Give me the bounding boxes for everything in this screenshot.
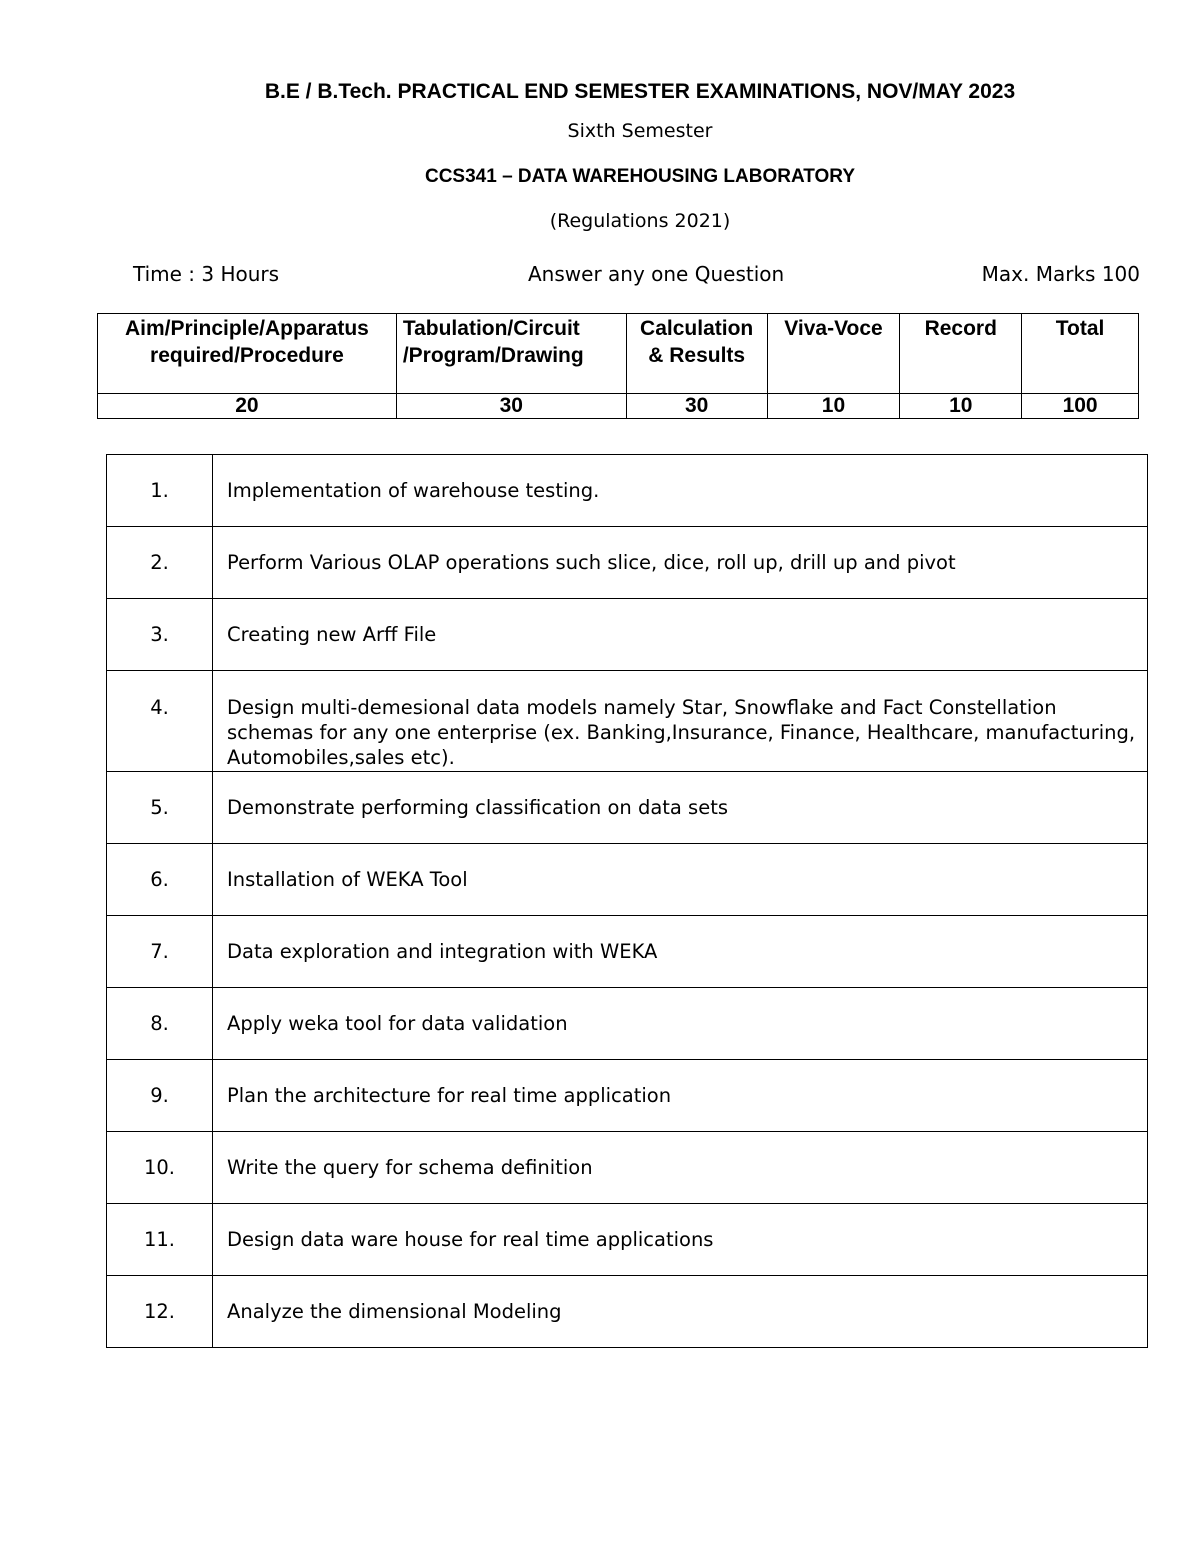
question-text: Analyze the dimensional Modeling [213,1276,1148,1348]
question-number: 7. [107,916,213,988]
marks-header-cell: Viva-Voce [767,314,900,394]
question-text: Implementation of warehouse testing. [213,455,1148,527]
marks-distribution-table [97,313,1139,419]
question-row [107,844,1148,916]
question-row [107,671,1148,772]
marks-header-cell: Total [1022,314,1139,394]
question-text: Creating new Arff File [213,599,1148,671]
question-text: Data exploration and integration with WEKA [213,916,1148,988]
question-number: 1. [107,455,213,527]
marks-value-row [98,394,1139,419]
question-number: 11. [107,1204,213,1276]
question-row [107,455,1148,527]
question-row [107,527,1148,599]
question-number: 4. [107,671,213,772]
marks-value-cell: 30 [626,394,767,419]
marks-value-cell: 100 [1022,394,1139,419]
marks-value-cell: 20 [98,394,397,419]
max-marks-label: Max. Marks 100 [981,262,1140,286]
question-text: Design data ware house for real time applications [213,1204,1148,1276]
question-number: 2. [107,527,213,599]
question-text: Demonstrate performing classification on data sets [213,772,1148,844]
exam-title: B.E / B.Tech. PRACTICAL END SEMESTER EXAMINATIONS, NOV/MAY 2023 [264,80,1016,103]
marks-header-row [98,314,1139,394]
marks-value-cell: 30 [396,394,626,419]
question-number: 3. [107,599,213,671]
question-number: 9. [107,1060,213,1132]
question-row [107,1204,1148,1276]
question-text: Design multi-demesional data models namely Star, Snowflake and Fact Constellation schemas for any one enterprise (ex. Banking,Insurance, Finance, Healthcare, manufacturing, Automobiles,sales etc). [213,671,1148,772]
question-text: Apply weka tool for data validation [213,988,1148,1060]
question-text: Write the query for schema definition [213,1132,1148,1204]
marks-header-cell: Record [900,314,1022,394]
semester-label: Sixth Semester [567,120,713,142]
time-label: Time : 3 Hours [133,262,280,286]
question-number: 5. [107,772,213,844]
question-text: Installation of WEKA Tool [213,844,1148,916]
question-row [107,1132,1148,1204]
marks-header-cell: Calculation & Results [626,314,767,394]
question-row [107,1060,1148,1132]
question-number: 8. [107,988,213,1060]
questions-table [106,454,1148,1348]
marks-value-cell: 10 [900,394,1022,419]
question-number: 12. [107,1276,213,1348]
question-number: 10. [107,1132,213,1204]
question-text: Perform Various OLAP operations such slice, dice, roll up, drill up and pivot [213,527,1148,599]
question-text: Plan the architecture for real time application [213,1060,1148,1132]
course-title: CCS341 – DATA WAREHOUSING LABORATORY [424,166,855,187]
question-row [107,1276,1148,1348]
question-number: 6. [107,844,213,916]
instruction-label: Answer any one Question [528,262,785,286]
marks-header-cell: Tabulation/Circuit /Program/Drawing [396,314,626,394]
question-row [107,916,1148,988]
question-row [107,988,1148,1060]
marks-value-cell: 10 [767,394,900,419]
regulations-label: (Regulations 2021) [549,210,731,232]
question-row [107,599,1148,671]
question-row [107,772,1148,844]
marks-header-cell: Aim/Principle/Apparatus required/Procedure [98,314,397,394]
